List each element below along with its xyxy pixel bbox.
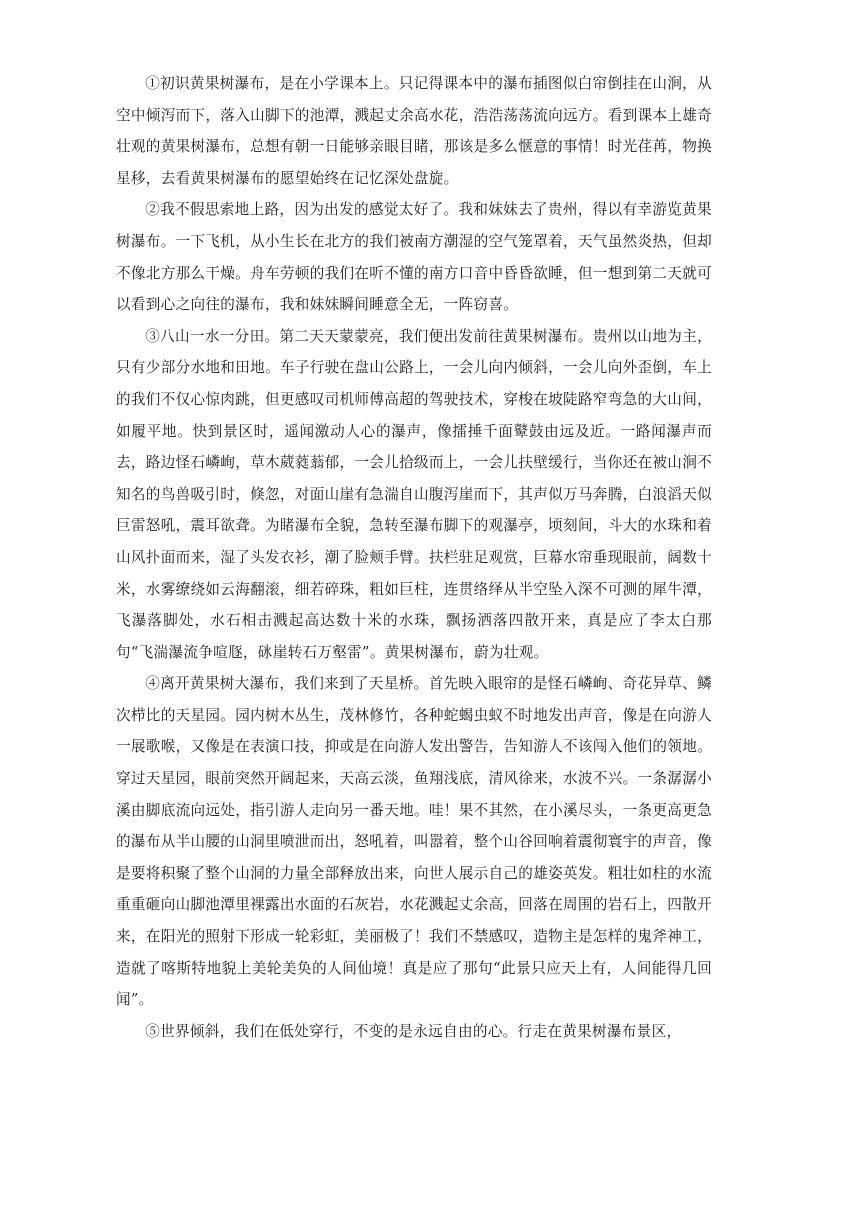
paragraph-4: ④离开黄果树大瀑布，我们来到了天星桥。首先映入眼帘的是怪石嶙峋、奇花异草、鳞次栉比的天星园。园内树木丛生，茂林修竹，各种蛇蝎虫蚁不时地发出声音，像是在向游人一展歌喉，又像是在表演口技，抑或是在向游人发出警告，告知游人不该闯入他们的领地。穿过天星园，眼前突然开阔起来，天高云淡，鱼翔浅底，清风徐来，水波不兴。一条潺潺小溪由脚底流向远处，指引游人走向另一番天地。哇！果不其然，在小溪尽头，一条更高更急的瀑布从半山腰的山洞里喷泄而出，怒吼着，叫嚣着，整个山谷回响着震彻寰宇的声音，像是要将积聚了整个山洞的力量全部释放出来，向世人展示自己的雄姿英发。粗壮如柱的水流重重砸向山脚池潭里裸露出水面的石灰岩，水花溅起丈余高，回落在周围的岩石上，四散开来，在阳光的照射下形成一轮彩虹，美丽极了！我们不禁感叹，造物主是怎样的鬼斧神工，造就了喀斯特地貌上美轮美奂的人间仙境！真是应了那句“此景只应天上有，人间能得几回闻”。: [116, 675, 712, 1009]
paragraph-3: ③八山一水一分田。第二天天蒙蒙亮，我们便出发前往黄果树瀑布。贵州以山地为主，只有少部分水地和田地。车子行驶在盘山公路上，一会儿向内倾斜，一会儿向外歪倒，车上的我们不仅心惊肉跳，但更感叹司机师傅高超的驾驶技术，穿梭在坡陡路窄弯急的大山间，如履平地。快到景区时，遥闻激动人心的瀑声，像擂捶千面鼙鼓由远及近。一路闻瀑声而去，路边怪石嶙峋，草木葳蕤蓊郁，一会儿拾级而上，一会儿扶壁缓行，当你还在被山涧不知名的鸟兽吸引时，倏忽，对面山崖有急湍自山腹泻崖而下，其声似万马奔腾，白浪滔天似巨雷怒吼，震耳欲聋。为睹瀑布全貌，急转至瀑布脚下的观瀑亭，顷刻间，斗大的水珠和着山风扑面而来，湿了头发衣衫，潮了脸颊手臂。扶栏驻足观赏，巨幕水帘垂现眼前，阔数十米，水雾缭绕如云海翻滚，细若碎珠，粗如巨柱，连贯络绎从半空坠入深不可测的犀牛潭，飞瀑落脚处，水石相击溅起高达数十米的水珠，飘扬洒落四散开来，真是应了李太白那句“飞湍瀑流争喧豗，砯崖转石万壑雷”。黄果树瀑布，蔚为壮观。: [116, 327, 712, 661]
paragraph-2: ②我不假思索地上路，因为出发的感觉太好了。我和妹妹去了贵州，得以有幸游览黄果树瀑布。一下飞机，从小生长在北方的我们被南方潮湿的空气笼罩着，天气虽然炎热，但却不像北方那么干燥。舟车劳顿的我们在听不懂的南方口音中昏昏欲睡，但一想到第二天就可以看到心之向往的瀑布，我和妹妹瞬间睡意全无，一阵窃喜。: [116, 201, 712, 314]
document-body: [116, 68, 712, 1047]
paragraph-1: ①初识黄果树瀑布，是在小学课本上。只记得课本中的瀑布插图似白帘倒挂在山涧，从空中倾泻而下，落入山脚下的池潭，溅起丈余高水花，浩浩荡荡流向远方。看到课本上雄奇壮观的黄果树瀑布，总想有朝一日能够亲眼目睹，那该是多么惬意的事情！时光荏苒，物换星移，去看黄果树瀑布的愿望始终在记忆深处盘旋。: [116, 75, 712, 187]
paragraph-5: ⑤世界倾斜，我们在低处穿行，不变的是永远自由的心。行走在黄果树瀑布景区，: [145, 1022, 682, 1040]
